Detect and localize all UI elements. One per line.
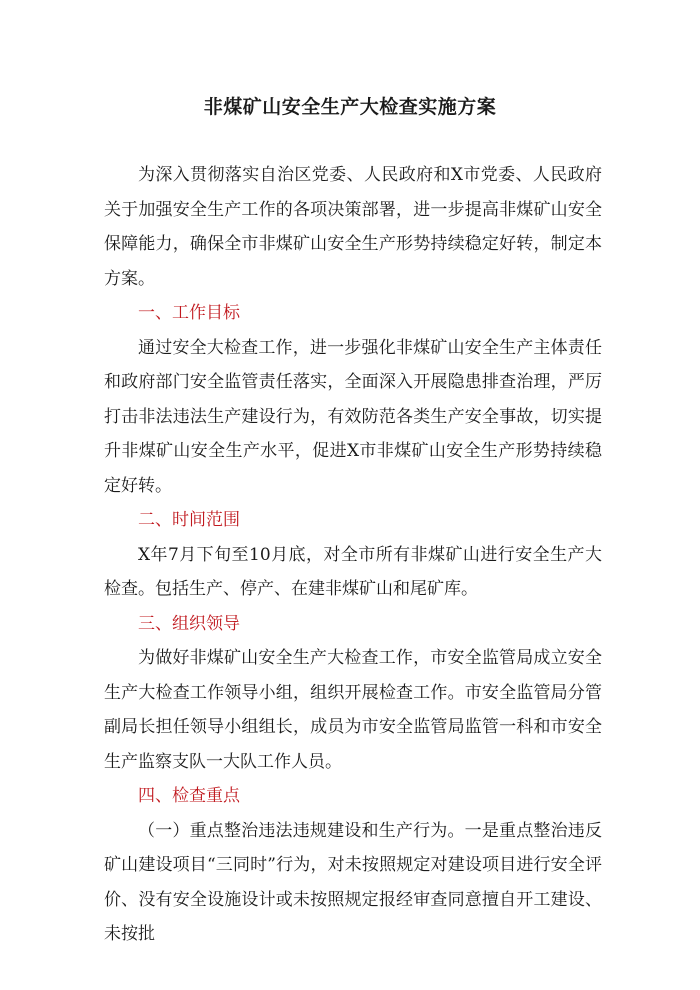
work-goals-paragraph: 通过安全大检查工作，进一步强化非煤矿山安全生产主体责任和政府部门安全监管责任落实，全面深入开展隐患排查治理，严厉打击非法违法生产建设行为，有效防范各类生产安全事故，切实提升非煤矿山安全生产水平，促进X市非煤矿山安全生产形势持续稳定好转。 [104, 337, 602, 496]
section-heading-leadership: 三、组织领导 [138, 613, 240, 634]
section-heading-inspection-focus: 四、检查重点 [138, 786, 240, 806]
leadership-paragraph: 为做好非煤矿山安全生产大检查工作，市安全监管局成立安全生产大检查工作领导小组，组织开展检查工作。市安全监管局分管副局长担任领导小组组长，成员为市安全监管局监管一科和市安全生产监察支队一大队工作人员。 [104, 648, 602, 772]
intro-paragraph: 为深入贯彻落实自治区党委、人民政府和X市党委、人民政府关于加强安全生产工作的各项决策部署，进一步提高非煤矿山安全保障能力，确保全市非煤矿山安全生产形势持续稳定好转，制定本方案。 [104, 165, 602, 289]
time-range-paragraph: X年7月下旬至10月底，对全市所有非煤矿山进行安全生产大检查。包括生产、停产、在建非煤矿山和尾矿库。 [104, 544, 602, 599]
section-heading-work-goals: 一、工作目标 [138, 303, 240, 323]
section-heading-time-range: 二、时间范围 [138, 510, 240, 530]
document-body [104, 158, 602, 952]
document-title: 非煤矿山安全生产大检查实施方案 [203, 96, 497, 118]
inspection-focus-paragraph: （一）重点整治违法违规建设和生产行为。一是重点整治违反矿山建设项目“三同时”行为，对未按照规定对建设项目进行安全评价、没有安全设施设计或未按照规定报经审查同意擅自开工建设、未按批 [104, 820, 602, 944]
